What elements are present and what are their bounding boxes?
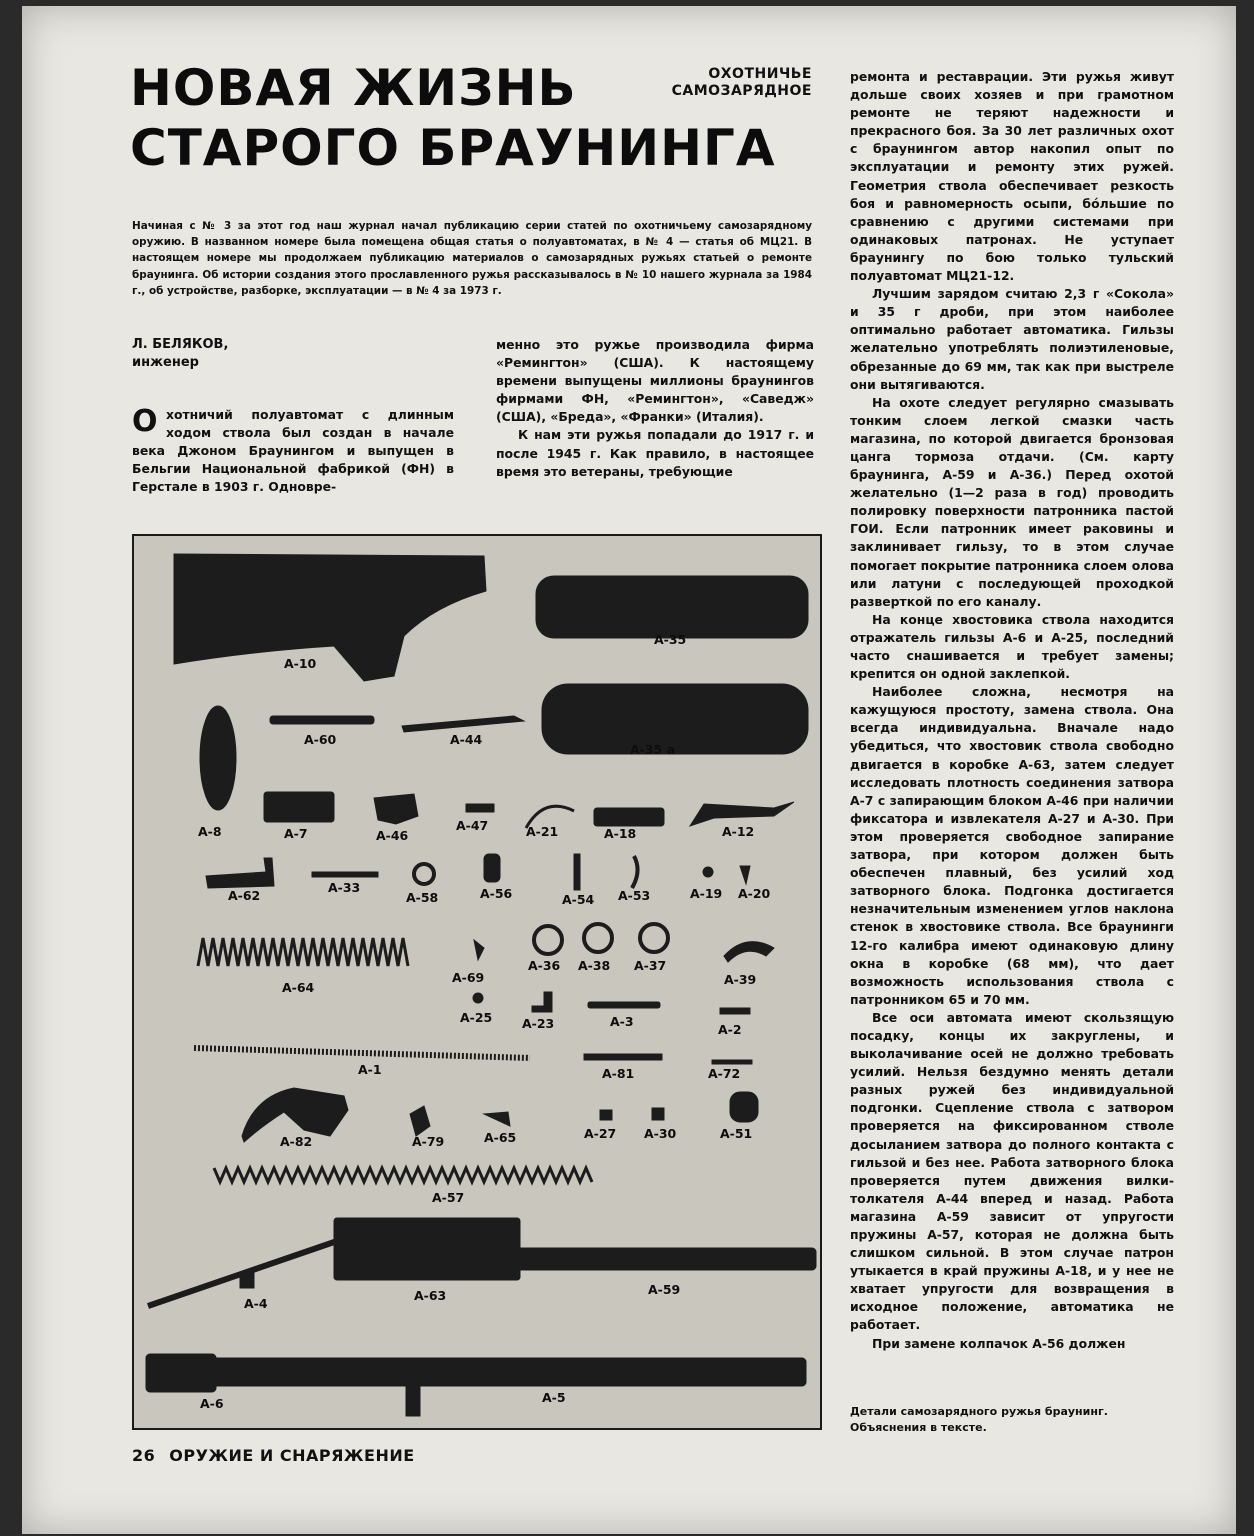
label-a7: А-7 bbox=[284, 826, 308, 841]
label-a46: А-46 bbox=[376, 828, 409, 843]
page-number: 26 bbox=[132, 1446, 156, 1465]
paragraph: К нам эти ружья попадали до 1917 г. и после 1945 г. Как правило, в настоящее время это ветераны, требующие bbox=[496, 427, 814, 479]
label-a2: А-2 bbox=[718, 1022, 742, 1037]
paragraph bbox=[132, 406, 454, 496]
paragraph: Лучшим зарядом считаю 2,3 г «Сокола» и 35 г дроби, при этом наиболее оптимально работает автоматика. Гильзы желательно употреблять полиэтиленовые, обрезанные до 69 мм, так как при выстреле они вытягиваются. bbox=[850, 286, 1174, 392]
spring-a64 bbox=[198, 938, 408, 966]
label-a1: А-1 bbox=[358, 1062, 382, 1077]
text-column-2 bbox=[496, 336, 814, 481]
spring-a1 bbox=[194, 1048, 530, 1058]
paragraph: На охоте следует регулярно смазывать тонким слоем легкой смазки часть магазина, по которой двигается бронзовая цанга тормоза отдачи. (См. карту браунинга, А-59 и А-36.) Перед охотой желательно (1—2 раза в год) проводить полировку поверхности патронника пастой ГОИ. Если патронник имеет раковины и заклинивает гильзу, то в этом случае помогает покрытие патронника слоем олова или латуни с последующей проходкой разверткой по его каналу. bbox=[850, 394, 1174, 609]
label-a51: А-51 bbox=[720, 1126, 753, 1141]
paragraph: Все оси автомата имеют скользящую посадку, концы их закруглены, и выколачивание осей не должно требовать усилий. Нельзя бездумно менять детали разных ружей без индивидуальной подгонки. Сцепление ствола с затвором проверяется на фиксированном стволе досыланием затвора до полного контакта с гильзой и без нее. Работа затворного блока проверяется путем движения вилки-толкателя А-44 вперед и назад. Работа магазина А-59 зависит от упругости пружины А-57, которая не должна быть слишком сильной. В этом случае патрон утыкается в край пружины А-18, и у нее не хватает упругости для возвращения в исходное положение, автоматика не работает. bbox=[850, 1009, 1174, 1333]
part-a69 bbox=[474, 940, 484, 960]
label-a60: А-60 bbox=[304, 732, 337, 747]
part-a23 bbox=[532, 992, 552, 1012]
label-a72: А-72 bbox=[708, 1066, 741, 1081]
label-a47: А-47 bbox=[456, 818, 489, 833]
ring-a58 bbox=[414, 864, 434, 884]
label-a5: А-5 bbox=[542, 1390, 566, 1405]
label-a25: А-25 bbox=[460, 1010, 493, 1025]
text-column-1 bbox=[132, 406, 454, 496]
part-a12 bbox=[690, 802, 794, 826]
lead-paragraph: Начиная с № 3 за этот год наш журнал начал публикацию серии статей по охотничьему самозарядному оружию. В названном номере была помещена общая статья о полуавтоматах, в № 4 — статья об МЦ21. В настоящем номере мы продолжаем публикацию материалов о самозарядных ружьях статьей о ремонте браунинга. Об истории создания этого прославленного ружья рассказывалось в № 10 нашего журнала за 1984 г., об устройстве, разборке, эксплуатации — в № 4 за 1973 г. bbox=[132, 220, 812, 297]
forend-part bbox=[536, 576, 808, 638]
author-role: инженер bbox=[132, 355, 199, 370]
part-a27 bbox=[600, 1110, 612, 1120]
label-a63: А-63 bbox=[414, 1288, 447, 1303]
drop-cap: О bbox=[132, 404, 158, 439]
author-byline bbox=[132, 336, 452, 372]
part-a79 bbox=[410, 1106, 430, 1136]
rubric-line-1: ОХОТНИЧЬЕ bbox=[708, 66, 812, 82]
rubric-line-2: САМОЗАРЯДНОЕ bbox=[671, 83, 812, 99]
barrel-lug bbox=[406, 1374, 420, 1416]
label-a56: А-56 bbox=[480, 886, 513, 901]
paragraph-text: хотничий полуавтомат с длинным ходом ствола был создан в начале века Джоном Браунингом и выпущен в Бельгии Национальной фабрикой (ФН) в Герстале в 1903 г. Одновре- bbox=[132, 407, 454, 495]
label-a59: А-59 bbox=[648, 1282, 681, 1297]
label-a12: А-12 bbox=[722, 824, 755, 839]
pin-a3 bbox=[588, 1002, 660, 1008]
part-a2 bbox=[720, 1008, 750, 1014]
barrel-a5 bbox=[146, 1358, 806, 1386]
label-a33: А-33 bbox=[328, 880, 361, 895]
label-a21: А-21 bbox=[526, 824, 559, 839]
magazine-page bbox=[22, 6, 1236, 1534]
bolt-part bbox=[264, 792, 334, 822]
block-part bbox=[374, 794, 418, 824]
part-a65 bbox=[484, 1112, 510, 1126]
part-a51 bbox=[730, 1092, 758, 1122]
paragraph: Наиболее сложна, несмотря на кажущуюся простоту, замена ствола. Она всегда индивидуальна. Вначале надо убедиться, что хвостовик ствола свободно двигается в коробке А-63, затем следует исследовать плотность соединения затвора А-7 с запирающим блоком А-46 при наличии фиксатора и извлекателя А-27 и А-30. При этом проверяется свободное запирание затвора, при котором должен быть обеспечен плавный, без усилий ход затворного блока. Подгонка достигается незначительным изменением углов наклона стенок в хвостовике ствола. Все браунинги 12-го калибра имеют одинаковую длину окна в коробке (68 мм), что дает возможность использования ствола с патронником 65 и 70 мм. bbox=[850, 684, 1174, 1007]
magazine-a59 bbox=[516, 1248, 816, 1270]
spring-a57 bbox=[214, 1168, 592, 1182]
title-line-1: НОВАЯ ЖИЗНЬ bbox=[130, 59, 577, 117]
part-a47 bbox=[466, 804, 494, 812]
label-a82: А-82 bbox=[280, 1134, 313, 1149]
part-a53 bbox=[632, 856, 638, 888]
part-a25 bbox=[473, 993, 483, 1003]
part-a39 bbox=[724, 942, 774, 962]
rod-a60 bbox=[270, 716, 374, 724]
part-a30 bbox=[652, 1108, 664, 1120]
label-a27: А-27 bbox=[584, 1126, 617, 1141]
label-a53: А-53 bbox=[618, 888, 651, 903]
label-a79: А-79 bbox=[412, 1134, 445, 1149]
section-name: ОРУЖИЕ И СНАРЯЖЕНИЕ bbox=[169, 1446, 415, 1465]
label-a81: А-81 bbox=[602, 1066, 635, 1081]
ring-a38 bbox=[584, 924, 612, 952]
label-a35: А-35 bbox=[654, 632, 687, 647]
part-a19 bbox=[703, 867, 713, 877]
label-a44: А-44 bbox=[450, 732, 483, 747]
label-a30: А-30 bbox=[644, 1126, 677, 1141]
label-a38: А-38 bbox=[578, 958, 611, 973]
text-column-3 bbox=[850, 68, 1174, 1353]
label-a10: А-10 bbox=[284, 656, 317, 671]
title-line-2: СТАРОГО БРАУНИНГА bbox=[130, 119, 776, 177]
label-a69: А-69 bbox=[452, 970, 485, 985]
rubric bbox=[622, 66, 812, 100]
part-a54 bbox=[574, 854, 580, 890]
label-a3: А-3 bbox=[610, 1014, 634, 1029]
ring-a36 bbox=[534, 926, 562, 954]
pin-a33 bbox=[312, 872, 378, 877]
label-a39: А-39 bbox=[724, 972, 757, 987]
parts-diagram bbox=[132, 534, 822, 1430]
rod-a44 bbox=[402, 716, 524, 732]
label-a64: А-64 bbox=[282, 980, 315, 995]
page-footer bbox=[132, 1446, 429, 1465]
label-a65: А-65 bbox=[484, 1130, 517, 1145]
label-a20: А-20 bbox=[738, 886, 771, 901]
label-a62: А-62 bbox=[228, 888, 261, 903]
part-a81 bbox=[584, 1054, 662, 1060]
receiver-a63 bbox=[334, 1218, 520, 1280]
part-a18 bbox=[594, 808, 664, 826]
part-a20 bbox=[740, 866, 750, 884]
part-a62 bbox=[206, 858, 274, 888]
label-a37: А-37 bbox=[634, 958, 667, 973]
figure-caption: Детали самозарядного ружья браунинг. Объяснения в тексте. bbox=[850, 1405, 1108, 1434]
label-a36: А-36 bbox=[528, 958, 561, 973]
ring-a37 bbox=[640, 924, 668, 952]
part-a72 bbox=[712, 1060, 752, 1064]
paragraph: менно это ружье производила фирма «Ремингтон» (США). К настоящему времени выпущены миллионы браунингов фирмами ФН, «Ремингтон», «Саведж» (США), «Бреда», «Франки» (Италия). bbox=[496, 337, 814, 425]
paragraph: ремонта и реставрации. Эти ружья живут дольше своих хозяев и при грамотном ремонте не теряют надежности и прекрасного боя. За 30 лет различных охот с браунингом автор накопил опыт по эксплуатации и ремонту этих ружей. Геометрия ствола обеспечивает резкость боя и равномерность осыпи, бóльшие по сравнению с другими системами при одинаковых патронах. Не уступает браунингу по бою только тульский полуавтомат МЦ21-12. bbox=[850, 69, 1174, 284]
label-a6: А-6 bbox=[200, 1396, 224, 1411]
label-a58: А-58 bbox=[406, 890, 439, 905]
stock-part bbox=[174, 554, 486, 681]
label-a18: А-18 bbox=[604, 826, 637, 841]
label-a4: А-4 bbox=[244, 1296, 268, 1311]
paragraph: При замене колпачок А-56 должен bbox=[872, 1335, 1126, 1351]
label-a35a: А-35 а bbox=[630, 742, 676, 757]
paragraph: На конце хвостовика ствола находится отражатель гильзы А-6 и А-25, последний часто снашивается и требует замены; крепится он одной заклепкой. bbox=[850, 611, 1174, 682]
label-a57: А-57 bbox=[432, 1190, 465, 1205]
label-a54: А-54 bbox=[562, 892, 595, 907]
label-a23: А-23 bbox=[522, 1016, 555, 1031]
cap-a56 bbox=[484, 854, 500, 882]
author-name: Л. БЕЛЯКОВ, bbox=[132, 337, 229, 352]
buttplate-part bbox=[200, 706, 236, 810]
label-a19: А-19 bbox=[690, 886, 723, 901]
label-a8: А-8 bbox=[198, 824, 222, 839]
